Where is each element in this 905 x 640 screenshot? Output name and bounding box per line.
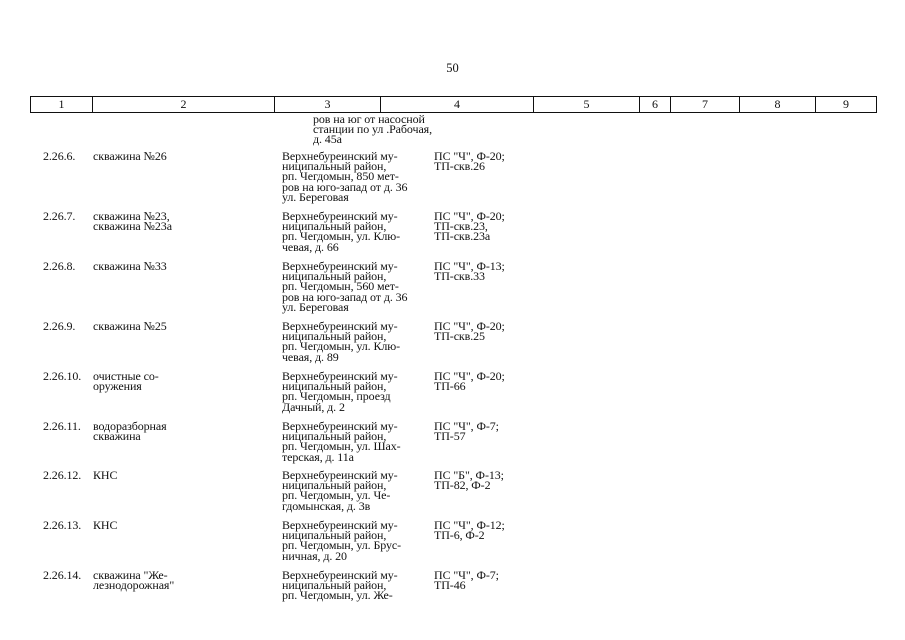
- row-number: 2.26.12.: [43, 468, 82, 482]
- table-body: [30, 114, 877, 610]
- page-number: 50: [446, 61, 459, 75]
- table-row-continuation: [30, 114, 877, 151]
- row-number: 2.26.8.: [43, 259, 76, 273]
- table-row: [30, 421, 877, 470]
- power-source: ПС "Ч", Ф-20; ТП-66: [434, 369, 505, 394]
- power-source: ПС "Ч", Ф-20; ТП-скв.23, ТП-скв.23а: [434, 209, 505, 244]
- column-header-5: 5: [533, 97, 639, 112]
- table-row: [30, 211, 877, 261]
- object-address: Верхнебуреинский му- ниципальный район, рп. Чегдомын, ул. Клю- чевая, д. 66: [282, 209, 401, 254]
- object-address: Верхнебуреинский му- ниципальный район, рп. Чегдомын, ул. Брус- ничная, д. 20: [282, 518, 402, 563]
- table-row: [30, 570, 877, 610]
- table-row: [30, 371, 877, 421]
- power-source: ПС "Б", Ф-13; ТП-82, Ф-2: [434, 468, 504, 493]
- object-name: скважина №26: [93, 149, 167, 163]
- column-header-6: 6: [639, 97, 670, 112]
- column-header-1: 1: [30, 97, 92, 112]
- row-number: 2.26.6.: [43, 149, 76, 163]
- row-number: 2.26.11.: [43, 419, 81, 433]
- column-header-7: 7: [670, 97, 739, 112]
- power-source: ПС "Ч", Ф-12; ТП-6, Ф-2: [434, 518, 505, 543]
- table-row: [30, 261, 877, 321]
- table-row: [30, 151, 877, 211]
- table-header: [30, 96, 877, 113]
- object-name: очистные со- оружения: [93, 369, 159, 394]
- object-name: скважина №33: [93, 259, 167, 273]
- column-header-9: 9: [815, 97, 877, 112]
- object-address: Верхнебуреинский му- ниципальный район, рп. Чегдомын, ул. Шах- терская, д. 11а: [282, 419, 401, 464]
- power-source: ПС "Ч", Ф-7; ТП-57: [434, 419, 499, 444]
- row-number: 2.26.14.: [43, 568, 82, 582]
- object-name: КНС: [93, 468, 118, 482]
- table-row: [30, 321, 877, 371]
- object-name: водоразборная скважина: [93, 419, 167, 444]
- continued-address: ров на юг от насосной станции по ул .Рабочая, д. 45а: [313, 112, 432, 147]
- object-address: Верхнебуреинский му- ниципальный район, рп. Чегдомын, ул. Же-: [282, 568, 398, 603]
- column-header-3: 3: [274, 97, 380, 112]
- object-address: Верхнебуреинский му- ниципальный район, рп. Чегдомын, ул. Клю- чевая, д. 89: [282, 319, 401, 364]
- table-row: [30, 470, 877, 520]
- object-address: Верхнебуреинский му- ниципальный район, рп. Чегдомын, проезд Дачный, д. 2: [282, 369, 398, 414]
- power-source: ПС "Ч", Ф-20; ТП-скв.26: [434, 149, 505, 174]
- power-source: ПС "Ч", Ф-7; ТП-46: [434, 568, 499, 593]
- object-name: скважина "Же- лезнодорожная": [93, 568, 175, 593]
- object-address: Верхнебуреинский му- ниципальный район, рп. Чегдомын, 560 мет- ров на юго-запад от д. 36 ул. Береговая: [282, 259, 408, 314]
- object-name: КНС: [93, 518, 118, 532]
- column-header-2: 2: [92, 97, 274, 112]
- table-row: [30, 520, 877, 570]
- row-number: 2.26.9.: [43, 319, 76, 333]
- row-number: 2.26.7.: [43, 209, 76, 223]
- column-header-8: 8: [739, 97, 815, 112]
- object-name: скважина №23, скважина №23а: [93, 209, 172, 234]
- row-number: 2.26.13.: [43, 518, 82, 532]
- object-address: Верхнебуреинский му- ниципальный район, рп. Чегдомын, 850 мет- ров на юго-запад от д. 36 ул. Береговая: [282, 149, 408, 204]
- row-number: 2.26.10.: [43, 369, 82, 383]
- object-address: Верхнебуреинский му- ниципальный район, рп. Чегдомын, ул. Че- гдомынская, д. 3в: [282, 468, 398, 513]
- object-name: скважина №25: [93, 319, 167, 333]
- power-source: ПС "Ч", Ф-13; ТП-скв.33: [434, 259, 505, 284]
- power-source: ПС "Ч", Ф-20; ТП-скв.25: [434, 319, 505, 344]
- column-header-4: 4: [380, 97, 533, 112]
